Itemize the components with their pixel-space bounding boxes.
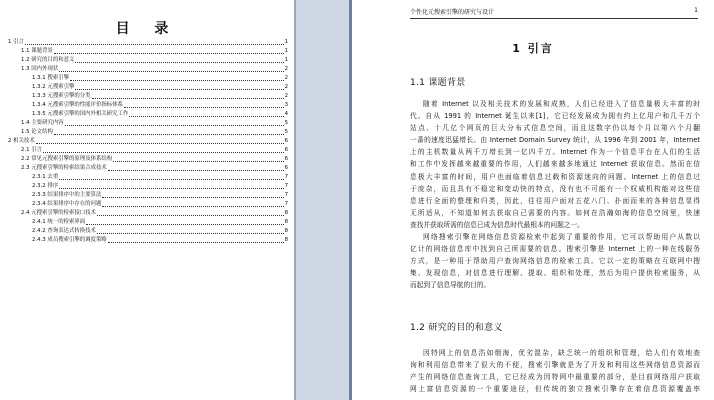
toc-entry-page: 2	[284, 93, 288, 99]
text-line: 息进行全面的整理和归类，因此，往往用户面对五花八门、扑面而来的各种信息显得	[410, 196, 700, 205]
toc-entry-page: 8	[284, 210, 288, 216]
toc-entry-text: 1.3.2 元搜索引擎	[32, 84, 75, 90]
toc-entry[interactable]	[8, 92, 288, 101]
toc-entry-text: 1.5 论文结构	[21, 129, 53, 135]
toc-entry[interactable]	[8, 119, 288, 128]
text-line: 息极大丰富的时间，用户也面临着信息过载和资源迷向的问题。Internet 上的信息过	[410, 172, 700, 181]
section-heading-1-2: 1.2 研究的目的和意义	[410, 323, 503, 333]
toc-entry[interactable]	[8, 209, 288, 218]
toc-entry-page: 7	[284, 192, 288, 198]
toc-entry-text: 1.1 课题背景	[21, 48, 53, 54]
toc-entry-page: 7	[284, 201, 288, 207]
text-line: 而起到了信息导航的目的。	[410, 281, 491, 290]
text-line: 集、发现信息，对信息进行理解、提取、组织和处理，然后为用户提供检索服务，从	[410, 269, 700, 278]
toc-entry[interactable]	[8, 137, 288, 146]
toc-leader-dots	[92, 98, 284, 99]
toc-entry-page: 7	[284, 174, 288, 180]
toc-leader-dots	[43, 152, 283, 153]
toc-leader-dots	[102, 206, 283, 207]
text-line: 和工作中发挥越来越重要的作用，人们越来越多地通过 Internet 获取信息。然而在信	[410, 160, 700, 169]
toc-entry-text: 2.1 引言	[21, 147, 43, 153]
toc-entry-text: 2.4.1 统一的检索界面	[32, 219, 86, 225]
body-page	[352, 0, 714, 400]
toc-leader-dots	[102, 197, 283, 198]
text-line: 站点、十几亿个网页的巨大分布式信息空间，而且这数字仍以每个月以第六个月翻	[410, 124, 700, 133]
toc-entry-page: 8	[284, 219, 288, 225]
toc-page	[0, 0, 294, 400]
text-line: 无所适从，不知道如何去获取自己需要的内容。如何在浩瀚如海的信息空间里，快速	[410, 208, 700, 217]
toc-leader-dots	[97, 215, 284, 216]
toc-entry[interactable]	[8, 56, 288, 65]
toc-entry-text: 2.4 元搜索引擎的检索接口技术	[21, 210, 96, 216]
toc-entry[interactable]	[8, 38, 288, 47]
toc-entry-page: 5	[284, 129, 288, 135]
toc-entry-page: 7	[284, 183, 288, 189]
toc-title: 目 录	[115, 21, 179, 37]
toc-leader-dots	[59, 71, 283, 72]
text-line: 查找并获取所需的信息已成为信息时代最根本的问题之一。	[410, 220, 584, 229]
toc-entry-page: 1	[284, 57, 288, 63]
toc-entry-page: 8	[284, 237, 288, 243]
running-header	[410, 7, 698, 19]
toc-leader-dots	[86, 224, 283, 225]
toc-leader-dots	[54, 134, 284, 135]
toc-entry[interactable]	[8, 191, 288, 200]
toc-entry-page: 6	[284, 147, 288, 153]
toc-entry-page: 3	[284, 102, 288, 108]
text-line: 网络搜索引擎在网络信息资源检索中起到了重要的作用，它可以帮助用户从数以	[423, 233, 700, 242]
toc-leader-dots	[25, 44, 284, 45]
toc-list	[8, 38, 288, 245]
toc-leader-dots	[70, 80, 284, 81]
page-gap	[294, 0, 352, 400]
toc-leader-dots	[59, 179, 283, 180]
toc-entry-text: 1.3 国内外现状	[21, 66, 59, 72]
toc-entry-text: 2.4.2 查询表达式转换技术	[32, 228, 96, 234]
toc-entry-text: 1.2 研究的目的和意义	[21, 57, 75, 63]
toc-leader-dots	[97, 233, 284, 234]
toc-entry-text: 2.3.2 排序	[32, 183, 59, 189]
toc-entry[interactable]	[8, 65, 288, 74]
toc-entry-text: 1 引言	[8, 39, 24, 45]
page-edge-left	[294, 0, 296, 400]
toc-entry-page: 4	[284, 111, 288, 117]
toc-leader-dots	[108, 170, 284, 171]
toc-entry-text: 2.3.3 结果排序中的主要算法	[32, 192, 102, 198]
toc-entry-text: 2.3 元搜索引擎的检索结果合成技术	[21, 165, 107, 171]
toc-entry[interactable]	[8, 227, 288, 236]
text-line: 产生的网络信息查询工具，它已经成为因特网中最重要的部分，是目前网络用户获取	[410, 373, 700, 382]
toc-entry-text: 2.2 常见元搜索引擎的原理及体系结构	[21, 156, 113, 162]
text-line: 询和利用信息带来了很大的不便，搜索引擎就是为了开发和利用这些网络信息资源而	[410, 361, 700, 370]
toc-leader-dots	[108, 242, 284, 243]
toc-entry-text: 1.3.5 元搜索引擎的国内外相关研究工作	[32, 111, 129, 117]
section-heading-1-1: 1.1 课题背景	[410, 78, 466, 88]
text-line: 随着 Internet 以及相关技术的发展和成熟，人们已经进入了信息量极大丰富的时	[423, 100, 700, 108]
text-line: 代。自从 1991 的 Internet 诞生以来[1]，它已经发展成为拥有约上亿用户和几千万个	[410, 112, 700, 121]
toc-entry[interactable]	[8, 83, 288, 92]
toc-entry-page: 2	[284, 66, 288, 72]
text-line: 方式，是一种用于帮助用户查询网络信息的检索工具。它以一定的策略在互联网中搜	[410, 257, 700, 266]
text-line: 亿计的网络信息库中找到自己所需要的信息。搜索引擎是 Internet 上的一种在线服务	[410, 245, 700, 254]
toc-entry[interactable]	[8, 236, 288, 245]
toc-entry-page: 6	[284, 156, 288, 162]
toc-entry[interactable]	[8, 155, 288, 164]
toc-entry-text: 1.3.3 元搜索引擎的分类	[32, 93, 91, 99]
toc-entry[interactable]	[8, 128, 288, 137]
toc-leader-dots	[59, 188, 283, 189]
header-page-number: 1	[694, 7, 698, 14]
text-line: 上的主机数量从两千万增长到一亿四千万。Internet 作为一个信息平台在人们的生活	[410, 148, 700, 157]
toc-entry-text: 1.3.1 搜索引擎	[32, 75, 69, 81]
toc-entry[interactable]	[8, 101, 288, 110]
text-line: 于庞杂，而且具有不稳定和变动快的特点，没有也不可能有一个权威机构能对这些信	[410, 184, 700, 193]
toc-entry[interactable]	[8, 74, 288, 83]
toc-entry[interactable]	[8, 146, 288, 155]
toc-entry-page: 6	[284, 165, 288, 171]
toc-entry-page: 1	[284, 39, 288, 45]
toc-leader-dots	[124, 107, 284, 108]
toc-entry-text: 2.3.1 去重	[32, 174, 59, 180]
toc-leader-dots	[54, 53, 284, 54]
toc-entry[interactable]	[8, 218, 288, 227]
toc-leader-dots	[65, 125, 284, 126]
toc-entry-page: 2	[284, 75, 288, 81]
header-title: 个性化元搜索引擎的研究与设计	[410, 9, 495, 16]
text-line: 因特网上的信息浩如烟海，优劣混杂，缺乏统一的组织和管理，给人们有效地查	[423, 349, 700, 357]
toc-leader-dots	[75, 89, 283, 90]
toc-leader-dots	[75, 62, 283, 63]
text-line: 一番的速度迅猛增长。由 Internet Domain Survey 统计，从 1996 年到 2001 年，Internet	[410, 136, 700, 145]
section-1-2-body	[410, 347, 700, 395]
toc-entry[interactable]	[8, 164, 288, 173]
toc-entry-text: 1.3.4 元搜索引擎的性能评价指标体系	[32, 102, 123, 108]
toc-entry-text: 2 相关技术	[8, 138, 35, 144]
toc-entry-page: 1	[284, 48, 288, 54]
toc-entry-page: 5	[284, 120, 288, 126]
toc-leader-dots	[36, 143, 284, 144]
toc-entry[interactable]	[8, 200, 288, 209]
chapter-title: 1 引言	[512, 42, 554, 55]
toc-entry-text: 2.4.3 成员搜索引擎的调度策略	[32, 237, 107, 243]
toc-leader-dots	[113, 161, 283, 162]
toc-entry[interactable]	[8, 47, 288, 56]
toc-entry[interactable]	[8, 182, 288, 191]
text-line: 网上富信息资源的一个重要途径，但传统的独立搜索引擎存在着信息资源覆盖率	[410, 385, 700, 394]
toc-entry-page: 2	[284, 84, 288, 90]
toc-entry-text: 2.3.4 结果排序中存在的问题	[32, 201, 102, 207]
toc-entry[interactable]	[8, 173, 288, 182]
toc-entry-page: 8	[284, 228, 288, 234]
toc-leader-dots	[129, 116, 283, 117]
toc-entry[interactable]	[8, 110, 288, 119]
section-1-1-body	[410, 98, 700, 292]
toc-entry-page: 6	[284, 138, 288, 144]
toc-entry-text: 1.4 主要研究内容	[21, 120, 64, 126]
